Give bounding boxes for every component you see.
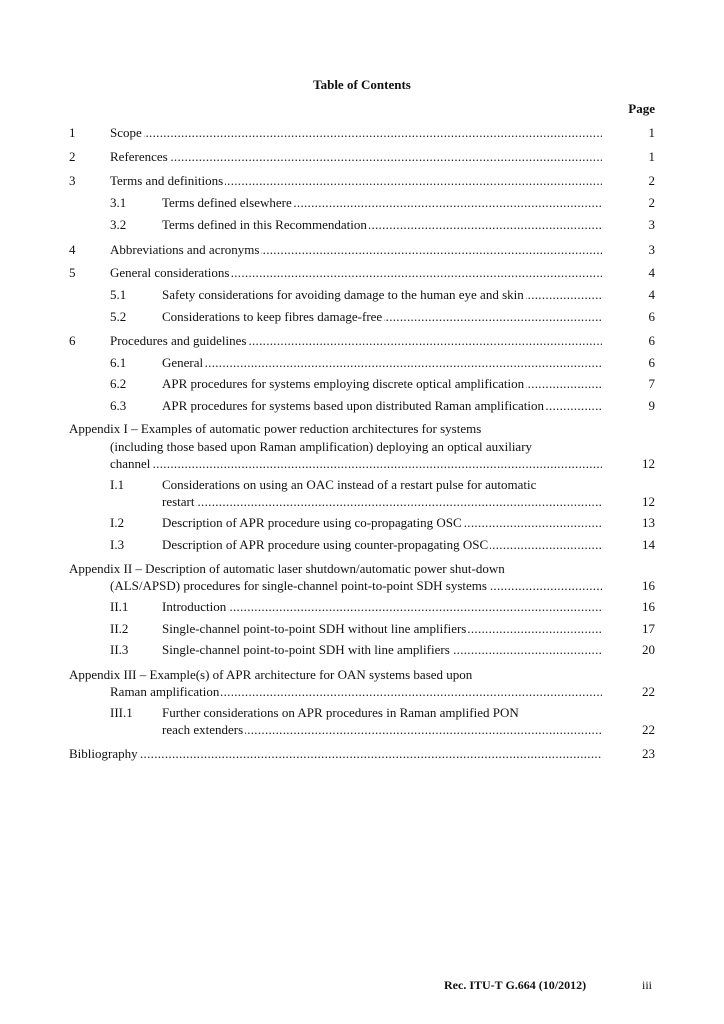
toc-entry-page: 3 bbox=[648, 217, 655, 232]
toc-entry-title: reach extenders ..... bbox=[162, 722, 602, 738]
toc-entry-number: 4 bbox=[69, 242, 76, 257]
toc-entry-number: 3.1 bbox=[110, 195, 127, 210]
toc-entry-page: 3 bbox=[648, 242, 655, 257]
toc-entry-page: 14 bbox=[642, 537, 655, 552]
toc-entry-title: Introduction ..... bbox=[162, 599, 602, 615]
toc-entry-page: 23 bbox=[642, 746, 655, 761]
toc-entry[interactable] bbox=[0, 333, 724, 349]
toc-entry-page: 22 bbox=[642, 684, 655, 699]
toc-entry-title: (ALS/APSD) procedures for single-channel point-to-point SDH systems ..... bbox=[110, 578, 602, 594]
toc-appendix-line[interactable] bbox=[69, 667, 609, 683]
toc-entry[interactable] bbox=[0, 125, 724, 141]
toc-entry-page: 17 bbox=[642, 621, 655, 636]
toc-entry-number: 5 bbox=[69, 265, 76, 280]
toc-entry-page: 12 bbox=[642, 494, 655, 509]
toc-entry[interactable] bbox=[0, 746, 724, 762]
toc-entry-number: 5.2 bbox=[110, 309, 127, 324]
toc-subentry[interactable] bbox=[0, 537, 724, 553]
toc-entry-title: APR procedures for systems employing discrete optical amplification ..... bbox=[162, 376, 602, 392]
toc-entry-title: Procedures and guidelines ..... bbox=[110, 333, 602, 349]
toc-entry-number: 3 bbox=[69, 173, 76, 188]
toc-entry-page: 16 bbox=[642, 578, 655, 593]
toc-entry-title: Scope ..... bbox=[110, 125, 602, 141]
toc-subentry[interactable] bbox=[0, 494, 724, 510]
toc-entry-number: 3.2 bbox=[110, 217, 127, 232]
toc-entry-title: Considerations on using an OAC instead of a restart pulse for automatic bbox=[162, 477, 537, 492]
toc-entry-title: (including those based upon Raman amplification) deploying an optical auxiliary bbox=[110, 439, 533, 454]
toc-entry-title: Terms defined in this Recommendation ..... bbox=[162, 217, 602, 233]
footer-page-number: iii bbox=[642, 978, 653, 992]
toc-entry-title: Single-channel point-to-point SDH without line amplifiers ..... bbox=[162, 621, 602, 637]
toc-entry-number: 6.2 bbox=[110, 376, 127, 391]
toc-entry-page: 1 bbox=[648, 125, 655, 140]
toc-entry-number: 6.3 bbox=[110, 398, 127, 413]
toc-entry-page: 4 bbox=[648, 287, 655, 302]
toc-entry-page: 1 bbox=[648, 149, 655, 164]
toc-entry-page: 12 bbox=[642, 456, 655, 471]
toc-entry-number: 6 bbox=[69, 333, 76, 348]
toc-entry-page: 9 bbox=[648, 398, 655, 413]
toc-entry-title: Abbreviations and acronyms ..... bbox=[110, 242, 602, 258]
toc-entry-title: Terms defined elsewhere ..... bbox=[162, 195, 602, 211]
toc-subentry[interactable] bbox=[0, 705, 724, 721]
toc-entry-number: II.2 bbox=[110, 621, 129, 636]
page-column-header: Page bbox=[628, 101, 655, 116]
toc-entry-title: Raman amplification ..... bbox=[110, 684, 602, 700]
toc-subentry[interactable] bbox=[0, 355, 724, 371]
toc-entry-page: 6 bbox=[648, 309, 655, 324]
toc-entry-page: 13 bbox=[642, 515, 655, 530]
toc-entry-title: General considerations ..... bbox=[110, 265, 602, 281]
toc-appendix-line[interactable] bbox=[110, 439, 610, 455]
toc-subentry[interactable] bbox=[0, 309, 724, 325]
toc-subentry[interactable] bbox=[0, 376, 724, 392]
page-title: Table of Contents bbox=[313, 77, 411, 92]
toc-entry-title: Safety considerations for avoiding damage to the human eye and skin ..... bbox=[162, 287, 602, 303]
toc-entry-number: III.1 bbox=[110, 705, 133, 720]
toc-entry-number: I.3 bbox=[110, 537, 125, 552]
toc-entry-title: Appendix I – Examples of automatic power reduction architectures for systems bbox=[69, 421, 482, 436]
toc-entry-page: 16 bbox=[642, 599, 655, 614]
toc-entry[interactable] bbox=[0, 265, 724, 281]
page-footer bbox=[0, 977, 724, 993]
toc-subentry[interactable] bbox=[0, 515, 724, 531]
toc-subentry[interactable] bbox=[0, 621, 724, 637]
toc-appendix-line[interactable] bbox=[69, 421, 609, 437]
toc-entry[interactable] bbox=[0, 173, 724, 189]
toc-entry-title: Appendix III – Example(s) of APR architecture for OAN systems based upon bbox=[69, 667, 473, 682]
toc-entry-title: Bibliography ..... bbox=[69, 746, 602, 762]
toc-entry-title: Description of APR procedure using co-propagating OSC ..... bbox=[162, 515, 602, 531]
toc-entry-page: 6 bbox=[648, 355, 655, 370]
toc-entry-title: Terms and definitions ..... bbox=[110, 173, 602, 189]
toc-entry-page: 7 bbox=[648, 376, 655, 391]
toc-entry-page: 22 bbox=[642, 722, 655, 737]
toc-entry-title: Considerations to keep fibres damage-free ..... bbox=[162, 309, 602, 325]
toc-entry-number: 1 bbox=[69, 125, 76, 140]
toc-entry-title: restart ..... bbox=[162, 494, 602, 510]
toc-subentry[interactable] bbox=[0, 722, 724, 738]
toc-entry-number: 6.1 bbox=[110, 355, 127, 370]
toc-entry-number: 5.1 bbox=[110, 287, 127, 302]
toc-entry-title: Description of APR procedure using counter-propagating OSC ..... bbox=[162, 537, 602, 553]
toc-entry-number: 2 bbox=[69, 149, 76, 164]
toc-entry-title: Single-channel point-to-point SDH with line amplifiers ..... bbox=[162, 642, 602, 658]
toc-entry-number: I.1 bbox=[110, 477, 125, 492]
toc-entry-page: 4 bbox=[648, 265, 655, 280]
footer-recommendation: Rec. ITU-T G.664 (10/2012) bbox=[444, 978, 587, 992]
toc-entry-number: I.2 bbox=[110, 515, 125, 530]
toc-entry[interactable] bbox=[0, 456, 724, 472]
toc-subentry[interactable] bbox=[0, 477, 724, 493]
toc-entry-title: General ..... bbox=[162, 355, 602, 371]
toc-subentry[interactable] bbox=[0, 398, 724, 414]
toc-appendix-line[interactable] bbox=[69, 561, 609, 577]
toc-entry[interactable] bbox=[0, 242, 724, 258]
toc-entry-page: 6 bbox=[648, 333, 655, 348]
toc-entry[interactable] bbox=[0, 149, 724, 165]
toc-subentry[interactable] bbox=[0, 287, 724, 303]
toc-entry-page: 2 bbox=[648, 173, 655, 188]
toc-subentry[interactable] bbox=[0, 599, 724, 615]
toc-entry-title: APR procedures for systems based upon distributed Raman amplification ..... bbox=[162, 398, 602, 414]
toc-subentry[interactable] bbox=[0, 217, 724, 233]
toc-subentry[interactable] bbox=[0, 195, 724, 211]
toc-subentry[interactable] bbox=[0, 642, 724, 658]
toc-entry-title: channel ..... bbox=[110, 456, 602, 472]
toc-entry[interactable] bbox=[0, 684, 724, 700]
toc-entry-title: Further considerations on APR procedures in Raman amplified PON bbox=[162, 705, 519, 720]
toc-entry-title: References ..... bbox=[110, 149, 602, 165]
toc-entry-page: 20 bbox=[642, 642, 655, 657]
toc-entry-number: II.1 bbox=[110, 599, 129, 614]
toc-entry-title: Appendix II – Description of automatic laser shutdown/automatic power shut-down bbox=[69, 561, 505, 576]
toc-entry-number: II.3 bbox=[110, 642, 129, 657]
toc-entry-page: 2 bbox=[648, 195, 655, 210]
toc-entry[interactable] bbox=[0, 578, 724, 594]
